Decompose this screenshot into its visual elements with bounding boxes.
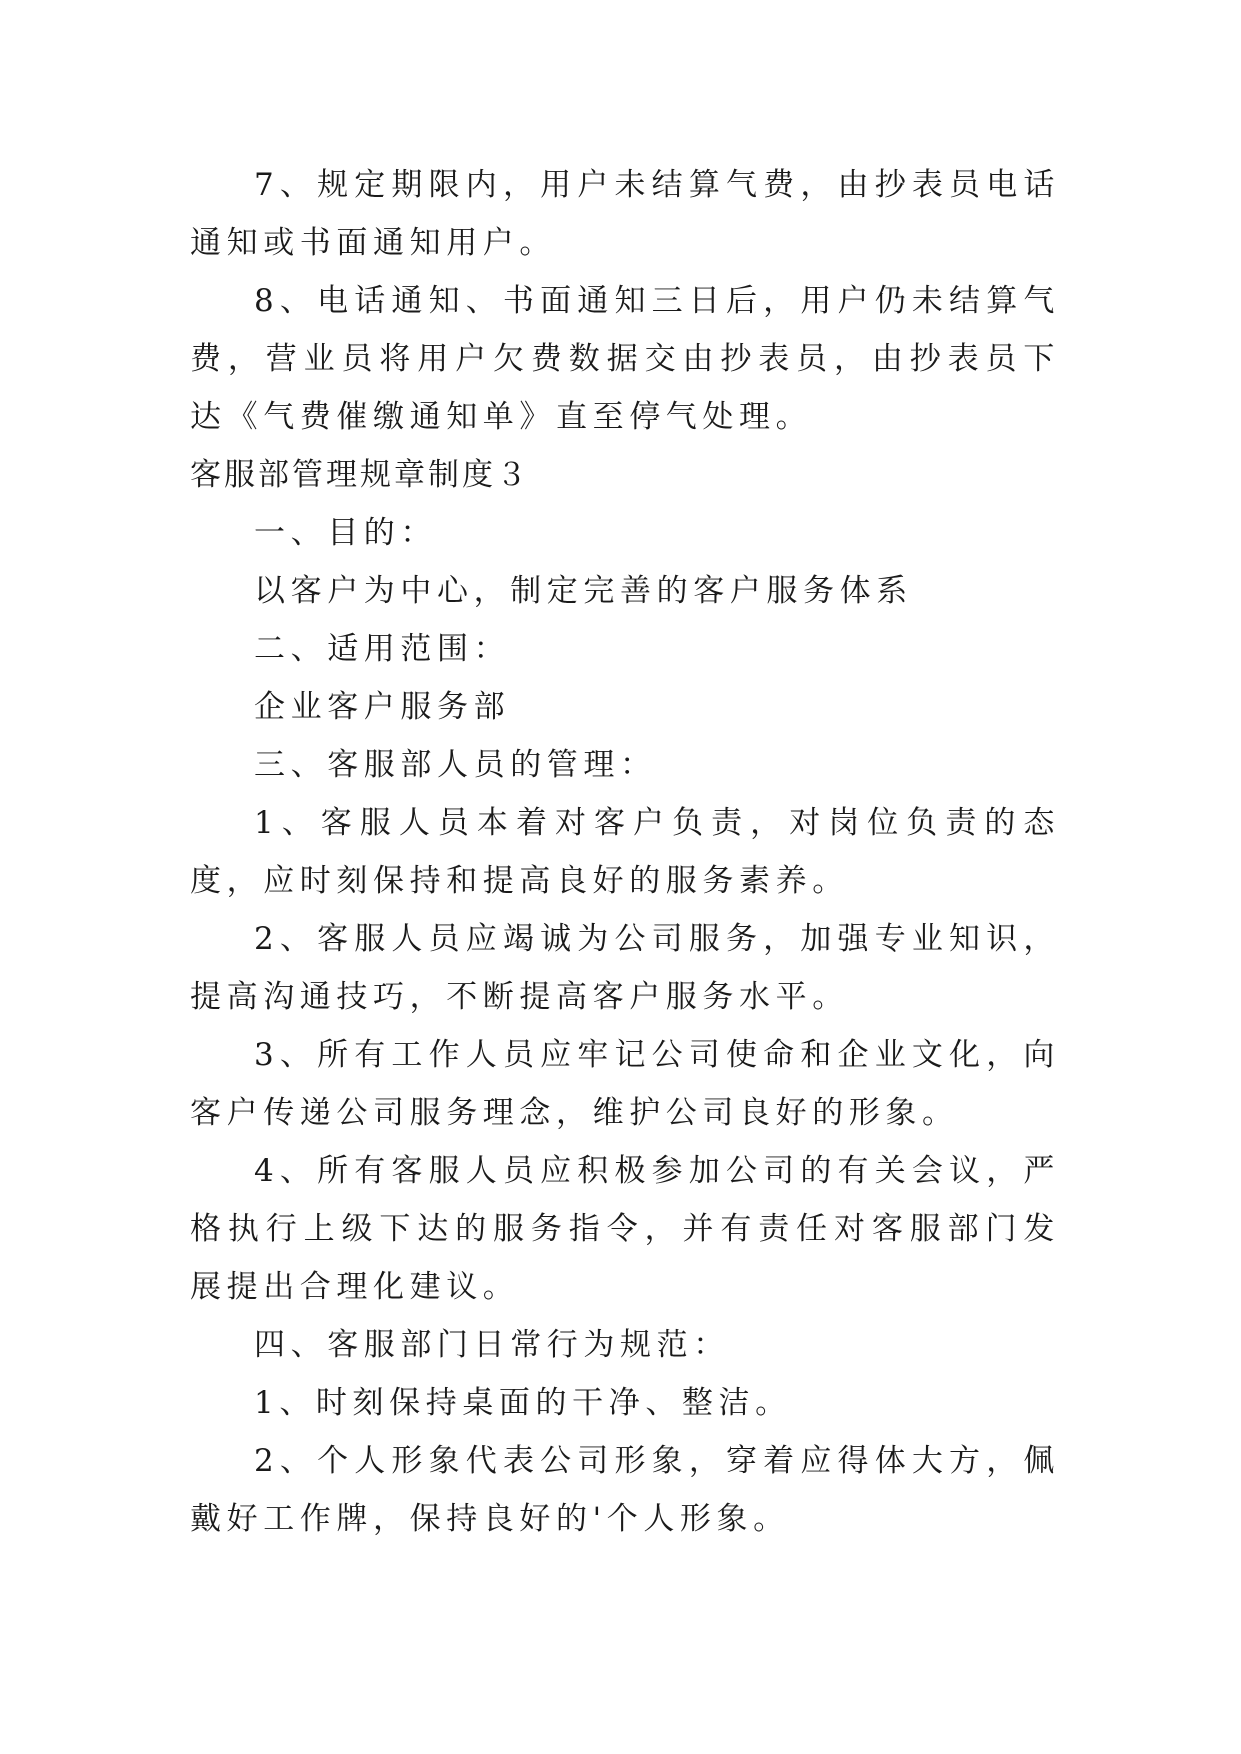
paragraph-staff-2: 2、客服人员应竭诚为公司服务，加强专业知识，提高沟通技巧，不断提高客户服务水平。 (190, 921, 1060, 1015)
section-heading: 客服部管理规章制度３ (190, 457, 530, 493)
paragraph-conduct-2: 2、个人形象代表公司形象，穿着应得体大方，佩戴好工作牌，保持良好的'个人形象。 (190, 1443, 1060, 1537)
paragraph-staff-4: 4、所有客服人员应积极参加公司的有关会议，严格执行上级下达的服务指令，并有责任对客服部门发展提出合理化建议。 (190, 1153, 1060, 1305)
paragraph-conduct-1: 1、时刻保持桌面的干净、整洁。 (254, 1385, 792, 1421)
paragraph-scope-text: 企业客户服务部 (254, 689, 511, 725)
paragraph-conduct-heading: 四、客服部门日常行为规范： (254, 1327, 730, 1363)
paragraph-staff-heading: 三、客服部人员的管理： (254, 747, 657, 783)
paragraph-purpose-heading: 一、目的： (254, 515, 437, 551)
paragraph-item-8: 8、电话通知、书面通知三日后，用户仍未结算气费，营业员将用户欠费数据交由抄表员，由抄表员下达《气费催缴通知单》直至停气处理。 (190, 283, 1060, 435)
paragraph-scope-heading: 二、适用范围： (254, 631, 511, 667)
paragraph-purpose-text: 以客户为中心，制定完善的客户服务体系 (254, 573, 913, 609)
paragraph-staff-3: 3、所有工作人员应牢记公司使命和企业文化，向客户传递公司服务理念，维护公司良好的形象。 (190, 1037, 1060, 1131)
paragraph-staff-1: 1、客服人员本着对客户负责，对岗位负责的态度，应时刻保持和提高良好的服务素养。 (190, 805, 1060, 899)
document-body (190, 156, 1060, 1548)
paragraph-item-7: 7、规定期限内，用户未结算气费，由抄表员电话通知或书面通知用户。 (190, 167, 1060, 261)
